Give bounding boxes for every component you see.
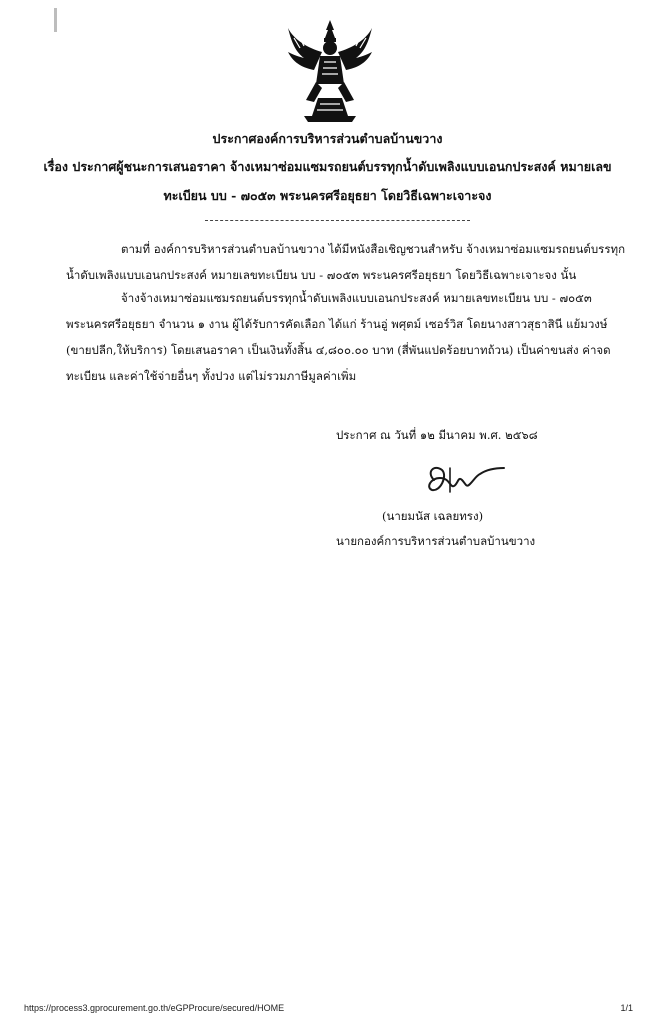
subject-line: เรื่อง ประกาศผู้ชนะการเสนอราคา จ้างเหมาซ่อมแซมรถยนต์บรรทุกน้ำดับเพลิงแบบเอนกประสงค์ หมายเลข xyxy=(43,159,612,174)
paragraph-2 xyxy=(66,286,611,390)
garuda-emblem-icon xyxy=(284,18,376,126)
paragraph-line: ทะเบียน และค่าใช้จ่ายอื่นๆ ทั้งปวง แต่ไม่รวมภาษีมูลค่าเพิ่ม xyxy=(66,369,357,383)
scan-mark xyxy=(54,8,57,32)
page-number: 1/1 xyxy=(620,1003,633,1013)
announcement-title: ประกาศองค์การบริหารส่วนตำบลบ้านขวาง xyxy=(212,131,443,146)
paragraph-line: พระนครศรีอยุธยา จำนวน ๑ งาน ผู้ได้รับการคัดเลือก ได้แก่ ร้านอู่ พศุตม์ เซอร์วิส โดยนางสาวสุธาสินี แย้มวงษ์ xyxy=(66,317,608,331)
signature-icon xyxy=(420,458,510,498)
paragraph-1 xyxy=(66,237,626,289)
footer-url: https://process3.gprocurement.go.th/eGPProcure/secured/HOME xyxy=(24,1003,285,1013)
divider xyxy=(205,220,470,221)
announcement-date: ประกาศ ณ วันที่ ๑๒ มีนาคม พ.ศ. ๒๕๖๘ xyxy=(336,428,538,442)
signer-name: (นายมนัส เฉลยทรง) xyxy=(382,509,484,523)
paragraph-line: น้ำดับเพลิงแบบเอนกประสงค์ หมายเลขทะเบียน บบ - ๗๐๕๓ พระนครศรีอยุธยา โดยวิธีเฉพาะเจาะจง นั้น xyxy=(66,268,577,282)
signer-title: นายกองค์การบริหารส่วนตำบลบ้านขวาง xyxy=(336,534,536,548)
paragraph-line: ตามที่ องค์การบริหารส่วนตำบลบ้านขวาง ได้มีหนังสือเชิญชวนสำหรับ จ้างเหมาซ่อมแซมรถยนต์บรรทุก xyxy=(121,242,626,256)
paragraph-line: (ขายปลีก,ให้บริการ) โดยเสนอราคา เป็นเงินทั้งสิ้น ๔,๘๐๐.๐๐ บาท (สี่พันแปดร้อยบาทถ้วน) เป็นค่าขนส่ง ค่าจด xyxy=(66,343,611,357)
paragraph-line: จ้างจ้างเหมาซ่อมแซมรถยนต์บรรทุกน้ำดับเพลิงแบบเอนกประสงค์ หมายเลขทะเบียน บบ - ๗๐๕๓ xyxy=(121,291,592,305)
subject-line-continued: ทะเบียน บบ - ๗๐๕๓ พระนครศรีอยุธยา โดยวิธีเฉพาะเจาะจง xyxy=(163,188,492,203)
